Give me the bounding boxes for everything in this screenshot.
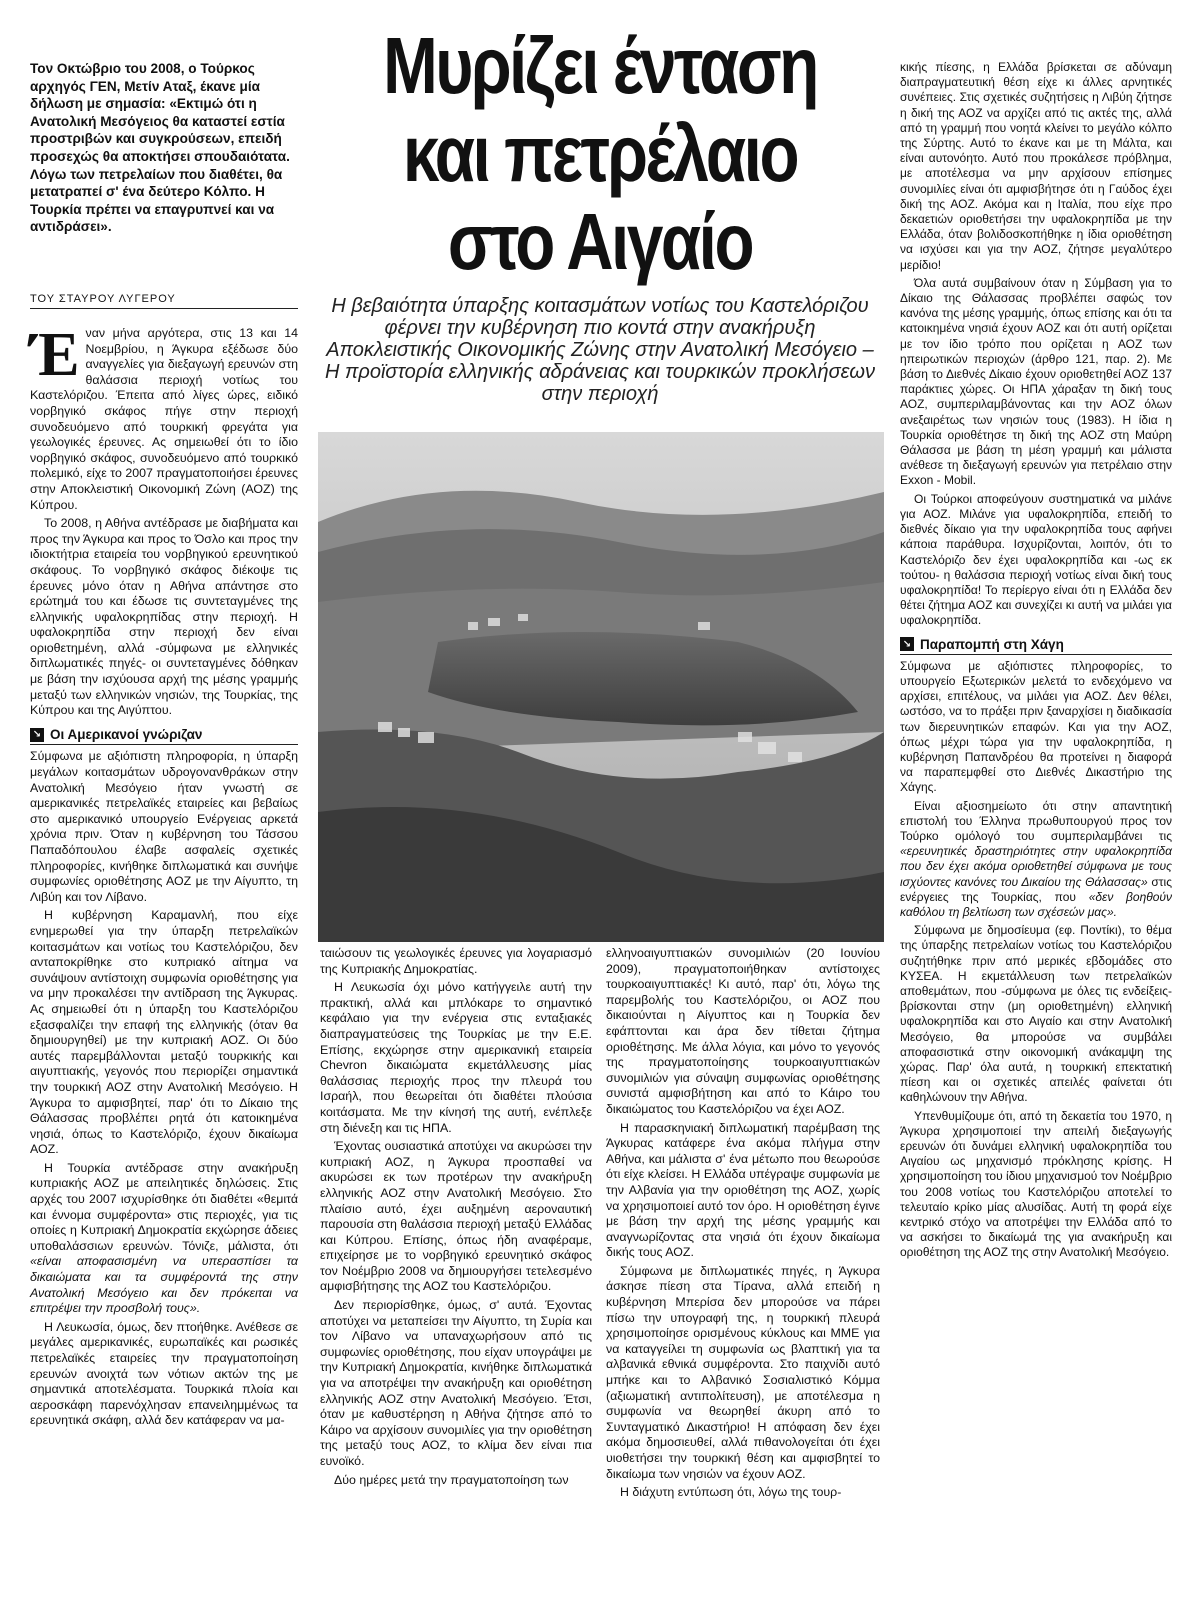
subheading-label: Παραπομπή στη Χάγη <box>920 636 1064 652</box>
col4-quote-2: «δεν βοηθούν καθόλου τη βελτίωση των σχέσεών μας». <box>900 889 1173 919</box>
col2-paragraph-1: ταιώσουν τις γεωλογικές έρευνες για λογαριασμό της Κυπριακής Δημοκρατίας. <box>320 946 592 976</box>
headline-line-1: Μυρίζει ένταση <box>383 21 817 110</box>
col4-paragraph-3: Οι Τούρκοι αποφεύγουν συστηματικά να μιλάνε για ΑΟΖ. Μιλάνε για υφαλοκρηπίδα, επειδή το διεθνές δίκαιο για την υφαλοκρηπίδα τους αφήνει κάποια παράθυρα. Ισχυρίζονται, λοιπόν, ότι το Καστελόριζο δεν έχει υφαλοκρηπίδα και -ως εκ τούτου- η θαλάσσια περιοχή νοτίως είναι δική τους υφαλοκρηπίδα! Το περίεργο είναι ότι η Ελλάδα δεν θέτει ζήτημα ΑΟΖ και συνεχίζει κι αυτή να μιλάει για υφαλοκρηπίδα. <box>900 491 1172 628</box>
col1-paragraph-5: Η Τουρκία αντέδρασε στην ανακήρυξη κυπριακής ΑΟΖ με απειλητικές δηλώσεις. Στις αρχές του 2007 ισχυρίσθηκε ότι διαθέτει «θεμιτά και έννομα συμφέροντα» στις περιοχές, για τις οποίες η Κυπριακή Δημοκρατία εκχώρησε άδειες υποθαλάσσιων ερευνών. Τόνιζε, μάλιστα, ότι <box>30 1160 298 1253</box>
headline-line-3: στο Αιγαίο <box>447 197 753 286</box>
subheading-label: Οι Αμερικανοί γνώριζαν <box>50 726 203 742</box>
headline-line-2: και πετρέλαιο <box>402 109 798 198</box>
col2-paragraph-5: Δύο ημέρες μετά την πραγματοποίηση των <box>334 1472 569 1487</box>
arrow-icon: ↘ <box>30 728 44 742</box>
col3-paragraph-2: Η παρασκηνιακή διπλωματική παρέμβαση της Άγκυρας κατάφερε ένα ακόμα πλήγμα στην Αθήνα, και μάλιστα σ' ένα μέτωπο που θεωρούσε ότι είχε κλείσει. Η Ελλάδα υπέγραψε συμφωνία με την Αλβανία για την οριοθέτηση της ΑΟΖ, χωρίς να χρησιμοποιεί αυτό τον όρο. Η οριοθέτηση έγινε με βάση την αρχή της μέσης γραμμής και αναγνωρίζοντας στα νησιά ότι έχουν δικαίωμα δικής τους ΑΟΖ. <box>606 1120 880 1260</box>
column-4 <box>900 60 1172 1264</box>
col1-paragraph-3: Σύμφωνα με αξιόπιστη πληροφορία, η ύπαρξη μεγάλων κοιτασμάτων υδρογονανθράκων στην Ανατολική Μεσόγειο ήταν γνωστή σε αμερικανικές πετρελαϊκές εταιρείες και βεβαίως στο αμερικανικό υπουργείο Ενέργειας αρκετά χρόνια πριν. Όταν η κυβέρνηση του Τάσσου Παπαδόπουλου έλαβε ασφαλείς σχετικές πληροφορίες, κινήθηκε διπλωματικά και συνήψε συμφωνίες οριοθέτησης ΑΟΖ με την Αίγυπτο, τη Λιβύη και τον Λίβανο. <box>30 749 298 904</box>
harbour-photo-illustration <box>318 432 884 942</box>
col4-paragraph-5a: Είναι αξιοσημείωτο ότι στην απαντητική επιστολή του Έλληνα πρωθυπουργού προς τον Τούρκο ομόλογό του συμπεριλαμβάνει τις <box>900 798 1172 843</box>
arrow-icon: ↘ <box>900 637 914 651</box>
col4-paragraph-7: Υπενθυμίζουμε ότι, από τη δεκαετία του 1970, η Άγκυρα χρησιμοποιεί την απειλή διεξαγωγής ερευνών ότι δυνάμει ελληνική υφαλοκρηπίδα του Αιγαίου ως μηχανισμό πρόκλησης κρίσης. Η χρησιμοποίηση του ίδιου μηχανισμού τον Νοέμβριο του 2008 νοτίως του Καστελόριζου αποτελεί το τελευταίο κρίκο μίας αλυσίδας. Αυτή τη φορά είχε κεντρικό στόχο να αποτρέψει την Ελλάδα από το να ασκήσει το δικαίωμά της για ανακήρυξη και οριοθέτηση της ΑΟΖ της στην Ανατολική Μεσόγειο. <box>900 1108 1172 1260</box>
col4-paragraph-2: Όλα αυτά συμβαίνουν όταν η Σύμβαση για το Δίκαιο της Θάλασσας προβλέπει σαφώς τον κανόνα της μέσης γραμμής, όπως επίσης και ότι τα κατοικημένα νησιά έχουν ΑΟΖ και ότι αυτή ορίζεται με τον ίδιο τρόπο που ορίζεται η ΑΟΖ των ηπειρωτικών περιοχών (άρθρο 121, παρ. 2). Με βάση το Διεθνές Δίκαιο έχουν οριοθετηθεί ΑΟΖ 137 παράκτιες χώρες. Οι ΗΠΑ χάραξαν τη δική τους ΑΟΖ, συμπεριλαμβάνοντας και την ΑΟΖ όλων ανεξαιρέτως των νησιών τους (1983). Η ίδια η Τουρκία οριοθέτησε τη δική της ΑΟΖ στη Μαύρη Θάλασσα με βάση τη μέση γραμμή και μάλιστα ανέθεσε τη διεξαγωγή ερευνών για πετρέλαιο στην Exxon - Mobil. <box>900 275 1172 488</box>
column-1 <box>30 321 298 1432</box>
headline <box>370 22 829 286</box>
drop-cap: Έ <box>30 321 80 389</box>
column-2 <box>320 946 592 1491</box>
col1-paragraph-6: Η Λευκωσία, όμως, δεν πτοήθηκε. Ανέθεσε σε μεγάλες αμερικανικές, ευρωπαϊκές και ρωσικές πετρελαϊκές εταιρείες την πραγματοποίηση ερευνών ανοιχτά των νότιων ακτών της με σημαντικά αποτελέσματα. Τουρκικά πλοία και αεροσκάφη παρενόχλησαν επανειλημμένως τα ερευνητικά σκάφη, αλλά δεν κατάφεραν να μα- <box>30 1319 298 1428</box>
col1-paragraph-4: Η κυβέρνηση Καραμανλή, που είχε ενημερωθεί για την ύπαρξη πετρελαϊκών κοιτασμάτων και νοτίως του Καστελόριζου, δεν ανταποκρίθηκε στο κυπριακό αίτημα να συνάψουν αντίστοιχη συμφωνία οριοθέτησης για να μην προκαλέσει την αντίδραση της Άγκυρας. Ας σημειωθεί ότι η ύπαρξη του Καστελόριζου εξασφαλίζει την επαφή της ελληνικής (όταν θα δημιουργηθεί) με την κυπριακή ΑΟΖ. Οι δύο αυτές παρεμβάλλονται μεταξύ τουρκικής και αιγυπτιακής, γεγονός που περιορίζει σημαντικά την τουρκική ΑΟΖ στην Ανατολική Μεσόγειο. Η Άγκυρα το αμφισβητεί, παρ' ότι το Δίκαιο της Θάλασσας προβλέπει ρητά ότι κατοικημένα νησιά, όπως το Καστελόριζο, έχουν δικαίωμα ΑΟΖ. <box>30 908 298 1157</box>
byline: ΤΟΥ ΣΤΑΥΡΟΥ ΛΥΓΕΡΟΥ <box>30 293 298 309</box>
subheading-americans <box>30 727 298 746</box>
col3-paragraph-3: Σύμφωνα με διπλωματικές πηγές, η Άγκυρα άσκησε πίεση στα Τίρανα, αλλά επειδή η κυβέρνηση Μπερίσα δεν μπορούσε να πάρει πίσω την υπογραφή της, η τουρκική πλευρά χρησιμοποίησε ορισμένους κύκλους και ΜΜΕ για να καταγγείλει τη συμφωνία ως βλαπτική για τα αλβανικά εθνικά συμφέροντα. Στο παιχνίδι αυτό μπήκε και το Αλβανικό Σοσιαλιστικό Κόμμα (αξιωματική αντιπολίτευση), με αποτέλεσμα η συμφωνία να θεωρηθεί άκυρη από το Συνταγματικό Δικαστήριο! Η απόφαση δεν έχει ακόμα δημοσιευθεί, αλλά πιθανολογείται ότι έχει υιοθετήσει την τουρκική θέση και αμφισβητεί το δικαίωμα των νησιών να έχουν ΑΟΖ. <box>606 1263 880 1481</box>
subheading-hague <box>900 637 1172 655</box>
col2-paragraph-2: Η Λευκωσία όχι μόνο κατήγγειλε αυτή την πρακτική, αλλά και μπλόκαρε το σημαντικό κεφάλαιο για την ενέργεια στις ενταξιακές διαπραγματεύσεις της Τουρκίας με την Ε.Ε. Επίσης, εκχώρησε στην αμερικανική εταιρεία Chevron δικαιώματα εκμετάλλευσης μίας θαλάσσιας περιοχής προς την πλευρά του Ισραήλ, που θεωρείται ότι διαθέτει πλούσια κοιτάσματα. Με την κίνησή της αυτή, ενέπλεξε στη διένεξη και τις ΗΠΑ. <box>320 980 592 1135</box>
col3-paragraph-1: ελληνοαιγυπτιακών συνομιλιών (20 Ιουνίου 2009), πραγματοποιήθηκαν αντίστοιχες τουρκοαιγυπτιακές! Κι αυτό, παρ' ότι, λόγω της παρεμβολής του Καστελόριζου, οι ΑΟΖ που δικαιούνται η Αίγυπτος και η Τουρκία δεν εφάπτονται και άρα δεν τίθεται ζήτημα οριοθέτησης. Με άλλα λόγια, και μόνο το γεγονός της πραγματοποίησης τουρκοαιγυπτιακών συνομιλιών για σύναψη συμφωνίας οριοθέτησης συνιστά αμφισβήτηση και από το Κάιρο του δικαιώματος του Καστελόριζου να έχει ΑΟΖ. <box>606 946 880 1116</box>
column-3 <box>606 946 880 1504</box>
intro-paragraph: Τον Οκτώβριο του 2008, ο Τούρκος αρχηγός ΓΕΝ, Μετίν Αταξ, έκανε μία δήλωση με σημασία: «Εκτιμώ ότι η Ανατολική Μεσόγειος θα καταστεί εστία προστριβών και συγκρούσεων, επειδή προσεχώς θα αποκτήσει σπουδαιότατα. Λόγω των πετρελαίων που διαθέτει, θα μετατραπεί σ' ένα δεύτερο Κόλπο. Η Τουρκία πρέπει να επαγρυπνεί και να αντιδράσει». <box>30 61 290 235</box>
col1-paragraph-1: ναν μήνα αργότερα, στις 13 και 14 Νοεμβρίου, η Άγκυρα εξέδωσε δύο αναγγελίες για διεξαγωγή ερευνών στη θαλάσσια περιοχή νοτίως του Καστελόριζου. Έπειτα από λίγες ώρες, ειδικό νορβηγικό σκάφος πήγε στην περιοχή συνοδευόμενο από τουρκική φρεγάτα για γεωλογικές έρευνες. Ας σημειωθεί ότι το ίδιο νορβηγικό σκάφος, συνοδευόμενο από τουρκικό πολεμικό, είχε το 2007 πραγματοποιήσει έρευνες στην Αποκλειστική Οικονομική Ζώνη (ΑΟΖ) της Κύπρου. <box>30 326 298 512</box>
col4-paragraph-5b: στις ενέργειες της Τουρκίας, που <box>900 874 1172 904</box>
col2-paragraph-4: Δεν περιορίσθηκε, όμως, σ' αυτά. Έχοντας αποτύχει να μεταπείσει την Αίγυπτο, τη Συρία και τον Λίβανο να υπαναχωρήσουν από τις συμφωνίες οριοθέτησης, που είχαν υπογράψει με την Κυπριακή Δημοκρατία, κινήθηκε διπλωματικά για να αποτρέψει την ανακήρυξη και οριοθέτηση ελληνικής ΑΟΖ στην Ανατολική Μεσόγειο. Έτσι, όταν με καθυστέρηση η Αθήνα ζήτησε από το Κάιρο να αρχίσουν συνομιλίες για την οριοθέτηση της μεταξύ τους ΑΟΖ, το κλίμα δεν είναι πια ευνοϊκό. <box>320 1298 592 1468</box>
harbour-photo <box>318 432 884 942</box>
col1-quote: «είναι αποφασισμένη να υπερασπίσει τα δικαιώματα και τα συμφέροντά της στην Ανατολική Μεσόγειο και δεν πρόκειται να επιτρέψει την προσβολή τους». <box>30 1254 298 1316</box>
deck-subtitle: Η βεβαιότητα ύπαρξης κοιτασμάτων νοτίως του Καστελόριζου φέρνει την κυβέρνηση πιο κοντά στην ανακήρυξη Αποκλειστικής Οικονομικής Ζώνης στην Ανατολική Μεσόγειο – Η προϊστορία ελληνικής αδράνειας και τουρκικών προκλήσεων στην περιοχή <box>325 295 875 405</box>
col2-paragraph-3: Έχοντας ουσιαστικά αποτύχει να ακυρώσει την κυπριακή ΑΟΖ, η Άγκυρα προσπαθεί να ακυρώσει εκ των προτέρων την ανακήρυξη ελληνικής ΑΟΖ στην Ανατολική Μεσόγειο. Στο πλαίσιο αυτό, έχει αυξημένη αεροναυτική παρουσία στη θαλάσσια περιοχή μεταξύ Ελλάδας και Κύπρου. Επίσης, όπως ήδη αναφέραμε, επιχείρησε με το νορβηγικό ερευνητικό σκάφος τον Νοέμβριο 2008 να δημιουργήσει τετελεσμένο αμφισβήτησης της ΑΟΖ του Καστελόριζου. <box>320 1139 592 1294</box>
col1-paragraph-2: Το 2008, η Αθήνα αντέδρασε με διαβήματα και προς την Άγκυρα και προς το Όσλο και προς την ιδιοκτήτρια εταιρεία του νορβηγικού ερευνητικού σκάφους. Το νορβηγικό σκάφος διέκοψε τις έρευνες μόνο όταν η Αθήνα απάντησε στο ερώτημά του και έδωσε τις συντεταγμένες της ελληνικής υφαλοκρηπίδας στην περιοχή. Η υφαλοκρηπίδα στην περιοχή δεν είναι οριοθετημένη, αλλά -σύμφωνα με ελληνικές διπλωματικές πηγές- οι συντεταγμένες δόθηκαν με βάση την ισχύουσα αρχή της μέσης γραμμής μεταξύ των ελληνικών νησιών, της Τουρκίας, της Κύπρου και της Αιγύπτου. <box>30 516 298 718</box>
col4-paragraph-6: Σύμφωνα με δημοσίευμα (εφ. Ποντίκι), το θέμα της ύπαρξης πετρελαίων νοτίως του Καστελόριζου συζητήθηκε πριν από μερικές εβδομάδες στο ΚΥΣΕΑ. Η εκμετάλλευση των πετρελαϊκών αποθεμάτων, που -σύμφωνα με όλες τις ενδείξεις- βρίσκονται στην (μη οριοθετημένη) ελληνική υφαλοκρηπίδα και στο Αιγαίο και στην Ανατολική Μεσόγειο, θα μπορούσε να συμβάλει αποφασιστικά στην οικονομική ανάκαμψη της χώρας. Παρ' όλα αυτά, η τουρκική επεκτατική πίεση και οι σχετικές απειλές φαίνεται ότι καθηλώνουν την Αθήνα. <box>900 923 1172 1105</box>
col4-paragraph-1: κικής πίεσης, η Ελλάδα βρίσκεται σε αδύναμη διαπραγματευτική θέση είχε κι άλλες αρνητικές συνέπειες. Στις σχετικές συζητήσεις η Λιβύη ζήτησε η δική της ΑΟΖ να αρχίζει από τις ακτές της, αλλά από τη γραμμή που νοητά κλείνει το μεγάλο κόλπο της Σύρτης. Αυτό το έκανε και με τη Μάλτα, και είναι αυτονόητο. Αυτό που προκάλεσε πρόβλημα, με αποτέλεσμα να μην αρχίσουν επίσημες συνομιλίες είναι ότι αμφισβήτησε ότι η Γαύδος έχει δική της ΑΟΖ. Ακόμα και η Ιταλία, που είχε προ δεκαετιών οριοθετήσει την υφαλοκρηπίδα με την Ελλάδα, όταν βολιδοσκοπήθηκε η ίδια οριοθέτηση να ισχύσει και για την ΑΟΖ, ζήτησε μεγαλύτερο μερίδιο! <box>900 60 1172 272</box>
col4-paragraph-4: Σύμφωνα με αξιόπιστες πληροφορίες, το υπουργείο Εξωτερικών μελετά το ενδεχόμενο να αρχίσει, επιτέλους, να μιλάει για ΑΟΖ. Δεν θέλει, ωστόσο, να το πράξει πριν ξαναρχίσει η διαδικασία των διερευνητικών επαφών. Και για την ΑΟΖ, όπως μέχρι τώρα για την υφαλοκρηπίδα, η κυβέρνηση Παπανδρέου θα προτείνει η διαφορά να παραπεμφθεί στο Διεθνές Δικαστήριο της Χάγης. <box>900 658 1172 795</box>
col3-paragraph-4: Η διάχυτη εντύπωση ότι, λόγω της τουρ- <box>620 1485 842 1500</box>
col4-quote-1: «ερευνητικές δραστηριότητες στην υφαλοκρηπίδα που δεν έχει ακόμα οριοθετηθεί σύμφωνα με τους ισχύοντες κανόνες του Δικαίου της Θάλασσας» <box>900 844 1172 889</box>
